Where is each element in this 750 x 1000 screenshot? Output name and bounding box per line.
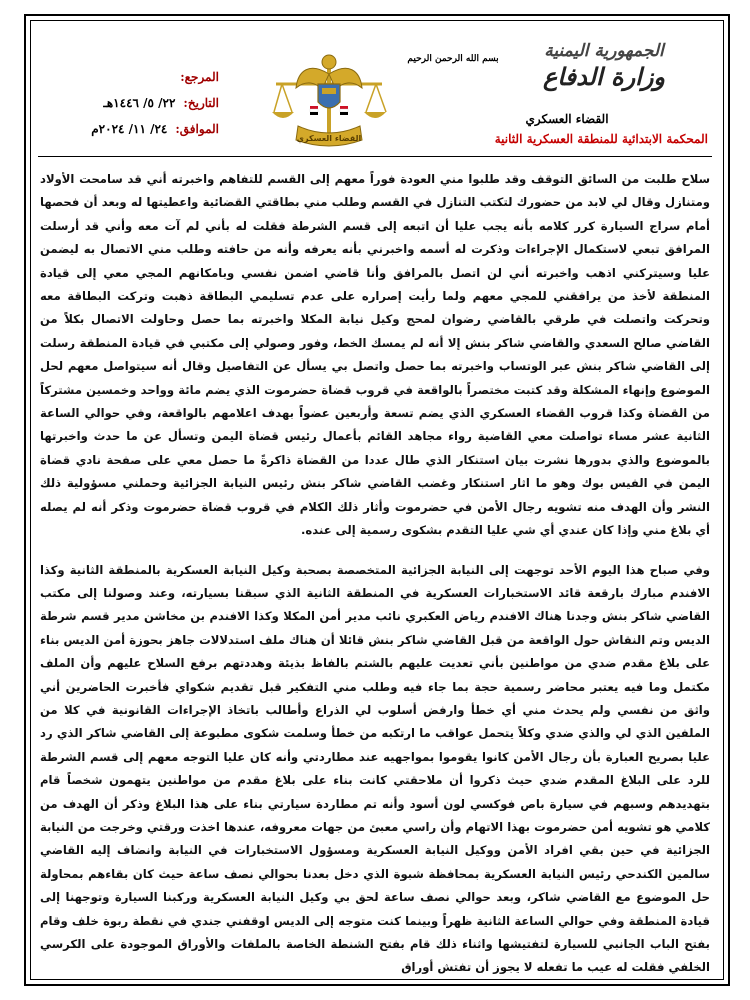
hijri-date: ٢٢/ ٥/ ١٤٤٦هـ — [103, 96, 176, 110]
letterhead — [38, 30, 712, 160]
corresponding-row — [44, 122, 219, 148]
date-label: التاريخ: — [183, 96, 219, 110]
reference-label: المرجع: — [180, 70, 219, 84]
document-metadata — [44, 70, 219, 148]
republic-name: الجمهورية اليمنية — [544, 41, 664, 61]
corresponding-label: الموافق: — [175, 122, 219, 136]
ministry-name: وزارة الدفاع — [542, 62, 666, 91]
header-divider — [38, 156, 712, 157]
reference-row — [44, 70, 219, 96]
military-judiciary-emblem — [270, 44, 388, 156]
judiciary-title: القضاء العسكري — [525, 112, 609, 126]
body-paragraph-1: سلاح طلبت من السائق التوقف وقد طلبوا مني العودة فوراً معهم إلى القسم للتفاهم واخبرته أني قد سامحت الأولاد ومتنازل وقال لي لابد من حضورك لتكتب التنازل في القسم وطلب مني بطاقتي القضائية واعطيتها له وبعد أن فحصها أمام سراج السيارة كرر كلامه بأنه يجب عليا أن اتبعه إلى قسم الشرطة فقلت له بأني لم آت معه وأني قد أرسلت المرافق تبعي لاستكمال الإجراءات وذكرت له أسمه واخبرني بأنه يعرفه وأنه من حافته وطلب مني الاتصال به ليضمن عليا وسيتركني اذهب واخبرته أني لن اتصل بالمرافق وأنا قاضي اضمن نفسي وبامكانهم المجي معي إلى قيادة المنطقة لأخذ من يرافقني للمجي معهم ولما رأيت إصراره على عدم تسليمي البطاقة ذهبت وتركت البطاقة معه وتحركت واتصلت في طرقي بالقاضي رضوان لمحج وكيل نيابة المكلا واخبرته بما حصل وحاولت الاتصال بكلاً من القاضي صالح السعدي والقاضي شاكر بنش إلا أنه لم يمسك الخط، وفور وصولي إلى مكتبي في قيادة المنطقة رسلت إلى القاضي شاكر بنش عبر الوتساب واخبرته بما حصل واتصل بي يسأل عن التفاصيل وقال أنه سيتواصل معهم لحل الموضوع وإنهاء المشكلة وقد كتبت مختصراً بالواقعة في قروب قضاة حضرموت الذي يضم مائة وواحد وخمسين مشتركاً من القضاة وكذا قروب القضاء العسكري الذي يضم تسعة وأربعين عضواً بهدف اعلامهم بالواقعة، وفي حوالي الساعة الثانية عشر مساء تواصلت معي القاضية رواء مجاهد القائم بأعمال رئيس قضاة اليمن وتسأل عن ما حدث واخبرتها بالموضوع والذي بدورها نشرت بيان استنكار الذي طال عددا من القضاة ذاكرةً ما حصل معي على صفحة نادي قضاة اليمن في الفيس بوك وهو ما اثار استنكار وغضب القاضي شاكر بنش رئيس النيابة الجزائية وحملني مسؤولية ذلك النشر وأن الهدف منه تشويه رجال الأمن في حضرموت وأثار ذلك الكلام في قروب قضاة حضرموت وذكر أنه لم يصله أي بلاغ مني وإذا كان عندي أي شي عليا التقدم بشكوى رسمية إلى عنده. — [40, 172, 710, 538]
ministry-block — [504, 40, 704, 92]
gregorian-date: ٢٤/ ١١/ ٢٠٢٤م — [91, 122, 168, 136]
court-name: المحكمة الابتدائية للمنطقة العسكرية الثانية — [494, 132, 708, 146]
body-paragraph-2: وفي صباح هذا اليوم الأحد توجهت إلى النيابة الجزائية المتخصصة بصحبة وكيل النيابة العسكرية بالمنطقة الثانية وكذا الافندم مبارك بارقعة قائد الاستخبارات العسكرية في المنطقة الثانية الذي سبقنا بسيارته، وعند وصولنا إلى مكتب القاضي شاكر بنش وجدنا هناك الافندم رياض العكبري نائب مدير أمن المكلا وكذا الافندم بن مخاشن مدير قسم شرطة الديس وتم النقاش حول الواقعة من قبل القاضي شاكر بنش قائلا أن هناك ملف استدلالات جاهز بحوزة أمن الديس بناء على بلاغ مقدم ضدي من مواطنين بأني تعديت عليهم بالشتم بالفاظ بذيئة وهددتهم برفع السلاح عليهم وأن الملف مكتمل وما فيه يعتبر محاضر رسمية حجة بما جاء فيه وطلب مني التفكير قبل تقديم شكواي فأخبرت الحاضرين أني واثق من نفسي ولم يحدث مني أي خطأ وارفض أسلوب لي الذراع وأطالب باتخاذ الإجراءات القانونية في كلا من الملفين الذي لي والذي ضدي وكلاً يتحمل عواقب ما ارتكبه من خطأ وسلمت شكوى مطبوعة إلى القاضي شاكر الذي رد عليا بصريح العبارة بأن رجال الأمن كانوا يقوموا بمواجهيه عند مطاردتي وأنه كان عليا التوجه معهم إلى قسم الشرطة للرد على البلاغ المقدم ضدي حيث ذكروا أن ملاحقتي كانت بناء على بلاغ مقدم من مواطنين يتهمون شخصاً قام بتهديدهم وسبهم في سيارة باص فوكسي لون أسود وأنه تم مطاردة سيارتي بناء على هذا البلاغ وذكر أن الهدف من كلامي هو تشويه أمن حضرموت بهذا الاتهام وأن راسي معبئ من جهات معروفه، عندها اخذت ورقتي وخرجت من النيابة الجزائية في حين بقي افراد الأمن ووكيل النيابة العسكرية ومسؤول الاستخبارات في النيابة وانضاف إليه القاضي سالمين الكندحي رئيس النيابة العسكرية بمحافظة شبوة الذي دخل بعدنا بحوالي نصف ساعة حيث كان بقاءهم بمحاولة حل الموضوع مع القاضي شاكر، وبعد حوالي نصف ساعة لحق بي وكيل النيابة العسكرية وركبنا السيارة وتوجهنا إلى قيادة المنطقة وفي حوالي الساعة الثانية ظهراً وبينما كنت متوجه إلى الديس اوقفني جندي في نقطة ربوة خلف وقام بفتح الباب الجانبي للسيارة لتفتيشها واثناء ذلك قام بفتح الشنطة الخاصة بالملفات والأوراق الموجودة على الكرسي الخلفي فقلت له عيب ما تفعله لا يجوز أن تفتش أوراق — [40, 562, 710, 975]
emblem-banner-text: القضاء العسكري — [296, 134, 362, 143]
basmala: بسم الله الرحمن الرحيم — [407, 54, 499, 64]
date-row — [44, 96, 219, 122]
letter-body — [40, 168, 710, 980]
